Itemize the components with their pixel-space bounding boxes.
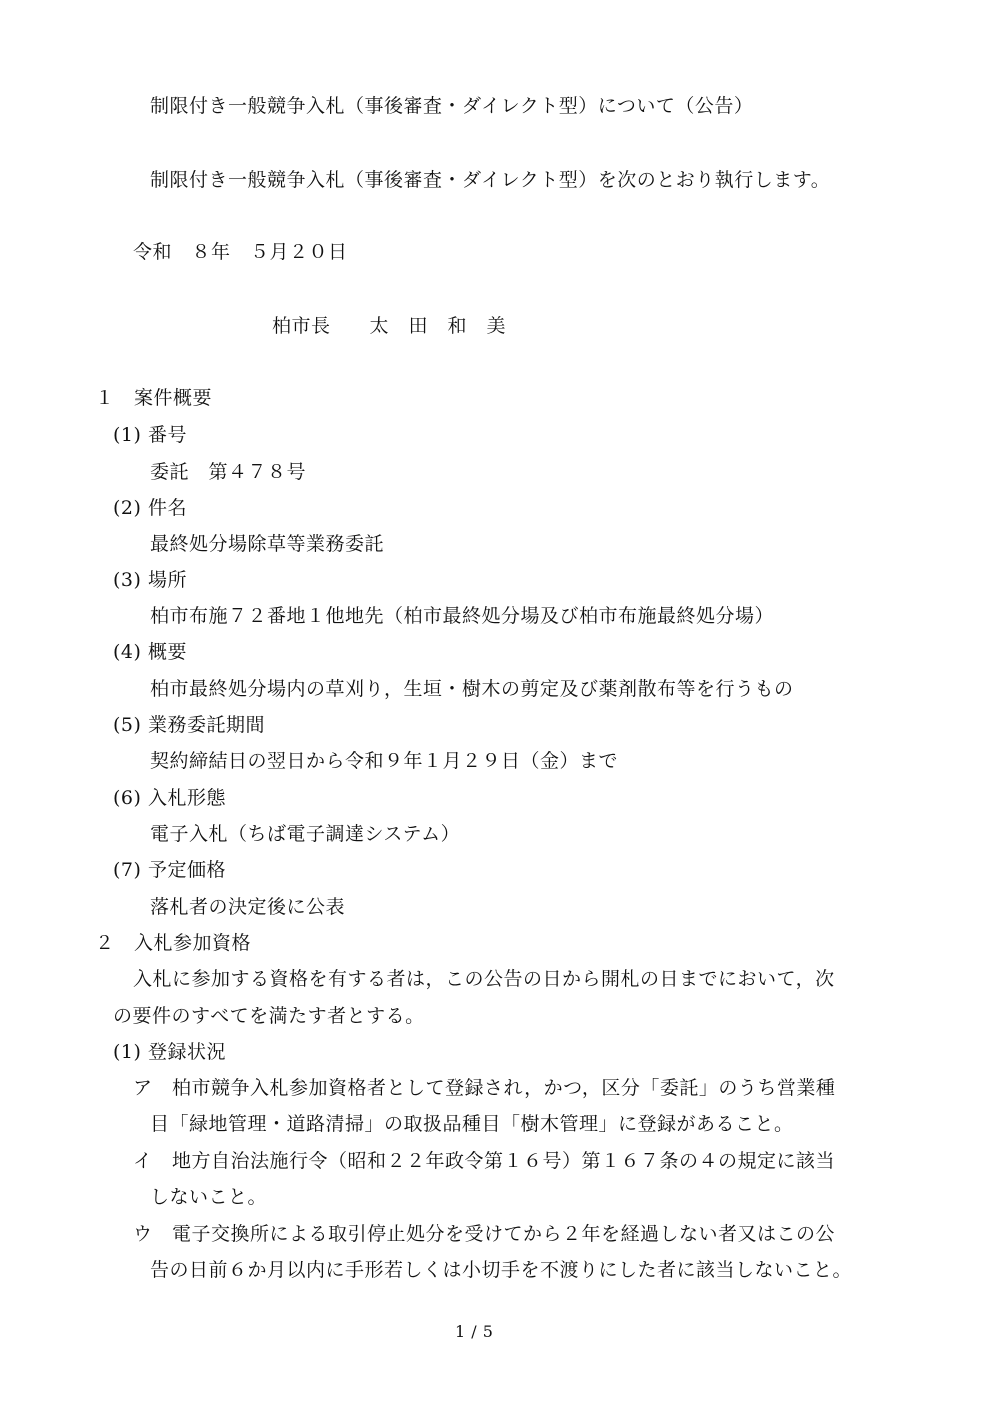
section2-intro-line2: の要件のすべてを満たす者とする。: [113, 1005, 425, 1027]
requirement-line: 告の日前６か月以内に手形若しくは小切手を不渡りにした者に該当しないこと。: [150, 1259, 853, 1281]
section2-intro-line1: 入札に参加する資格を有する者は，この公告の日から開札の日までにおいて，次: [133, 968, 835, 990]
item-value: 電子入札（ちば電子調達システム）: [150, 823, 461, 845]
item-label: (6) 入札形態: [113, 787, 226, 809]
item-label: (7) 予定価格: [113, 859, 226, 881]
item-value: 最終処分場除草等業務委託: [150, 533, 385, 555]
item-label: (2) 件名: [113, 497, 187, 519]
item-value: 柏市最終処分場内の草刈り，生垣・樹木の剪定及び薬剤散布等を行うもの: [150, 678, 794, 700]
section1-heading: １ 案件概要: [95, 387, 213, 409]
requirement-line: しないこと。: [150, 1186, 268, 1208]
requirement-line: ウ 電子交換所による取引停止処分を受けてから２年を経過しない者又はこの公: [133, 1223, 836, 1245]
item-value: 柏市布施７２番地１他地先（柏市最終処分場及び柏市布施最終処分場）: [150, 605, 775, 627]
intro-text: 制限付き一般競争入札（事後審査・ダイレクト型）を次のとおり執行します。: [150, 169, 831, 191]
item-label: (4) 概要: [113, 641, 187, 663]
item-label: (3) 場所: [113, 569, 187, 591]
sub-item-label: (1) 登録状況: [113, 1041, 226, 1063]
notice-title: 制限付き一般競争入札（事後審査・ダイレクト型）について（公告）: [150, 95, 754, 117]
item-value: 委託 第４７８号: [150, 461, 307, 483]
requirement-line: ア 柏市競争入札参加資格者として登録され，かつ，区分「委託」のうち営業種: [133, 1077, 836, 1099]
page-number: 1 / 5: [455, 1322, 494, 1341]
item-label: (1) 番号: [113, 424, 187, 446]
requirement-line: イ 地方自治法施行令（昭和２２年政令第１６号）第１６７条の４の規定に該当: [133, 1150, 836, 1172]
requirement-line: 目「緑地管理・道路清掃」の取扱品種目「樹木管理」に登録があること。: [150, 1113, 794, 1135]
item-label: (5) 業務委託期間: [113, 714, 265, 736]
notice-date: 令和 ８年 ５月２０日: [133, 241, 348, 263]
issuer-name: 柏市長 太 田 和 美: [272, 315, 507, 337]
section2-heading: ２ 入札参加資格: [95, 932, 252, 954]
item-value: 落札者の決定後に公表: [150, 896, 346, 918]
item-value: 契約締結日の翌日から令和９年１月２９日（金）まで: [150, 750, 619, 772]
